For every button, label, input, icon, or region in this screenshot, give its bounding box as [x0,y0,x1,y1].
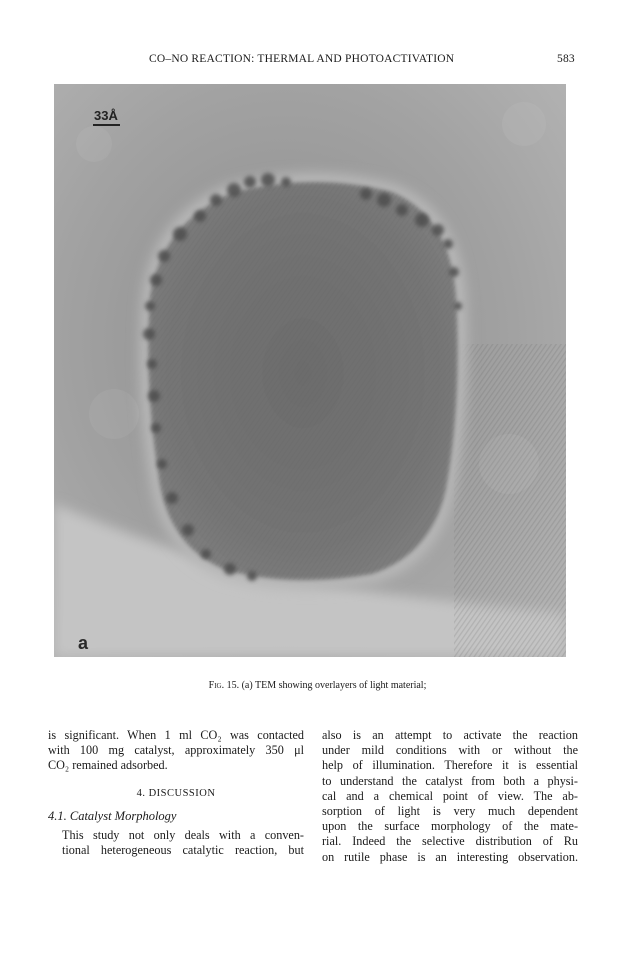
paragraph-discussion-start [48,828,304,858]
running-title: CO–NO REACTION: THERMAL AND PHOTOACTIVATION [149,53,455,65]
text-line: help of illumination. Therefore it is essential [322,758,578,773]
text-line: rial. Indeed the selective distribution of Ru [322,834,578,849]
text-line: under mild conditions with or without the [322,743,578,758]
page-number: 583 [557,53,575,65]
text-line: with 100 mg catalyst, approximately 350 μl [48,743,304,758]
caption-prefix: Fig. 15. [208,680,240,691]
paragraph-co2-adsorption [48,728,304,774]
text-line: This study not only deals with a conven- [62,828,304,843]
figure-caption [0,680,635,692]
text-line: is significant. When 1 ml CO₂ was contacted [48,728,304,742]
text-line: tional heterogeneous catalytic reaction, but [62,843,304,858]
text-line: on rutile phase is an interesting observation. [322,849,578,864]
subsection-heading: 4.1. Catalyst Morphology [48,808,177,823]
scale-bar-label: 33Å [93,109,120,126]
right-column [322,728,578,865]
tem-micrograph [54,84,566,657]
running-head [0,53,635,69]
left-column [48,728,304,858]
paragraph-discussion-continued [322,728,578,865]
text-line: sorption of light is very much dependent [322,804,578,819]
caption-text: (a) TEM showing overlayers of light material; [239,680,427,691]
section-heading: 4. DISCUSSION [136,787,216,799]
text-line: to understand the catalyst from both a physi- [322,773,578,788]
panel-letter: a [78,633,89,653]
text-line: cal and a chemical point of view. The ab- [322,788,578,803]
text-line: upon the surface morphology of the mate- [322,819,578,834]
text-line: also is an attempt to activate the reaction [322,728,578,742]
text-line: CO₂ remained adsorbed. [48,758,168,773]
